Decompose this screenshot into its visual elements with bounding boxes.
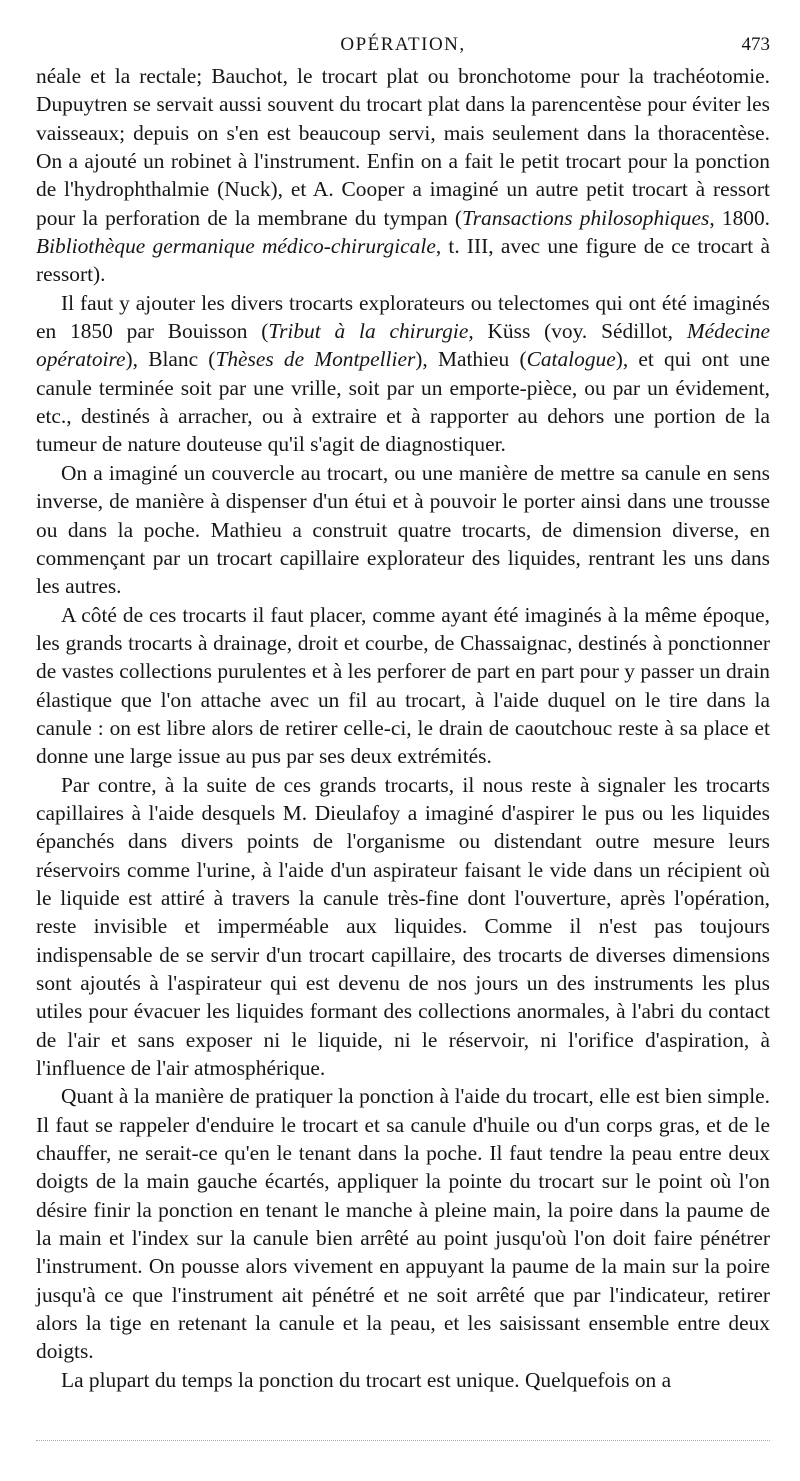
page-header — [36, 34, 770, 58]
italic-citation: Médecine opératoire — [36, 319, 770, 372]
text-run: ), Blanc ( — [125, 347, 216, 372]
paragraph — [36, 289, 770, 459]
italic-citation: Thèses de Montpellier — [215, 347, 416, 372]
text-run: On a imaginé un couvercle au trocart, ou une manière de mettre sa canule en sens inverse, de manière à dispenser d'un étui et à pouvoir le porter ainsi dans une trousse ou dans la poche. Mathieu a construit quatre trocarts, de dimension diverse, en commençant par un trocart capillaire explorateur des liquides, rentrant les uns dans les autres. — [36, 460, 770, 599]
text-run: Quant à la manière de pratiquer la ponction à l'aide du trocart, elle est bien simple. Il faut se rappeler d'enduire le trocart et sa canule d'huile ou d'un corps gras, et de le chauffer, ne serait-ce qu'en le tenant dans la poche. Il faut tendre la peau entre deux doigts de la main gauche écartés, appliquer la pointe du trocart sur le point où l'on désire finir la ponction en tenant le manche à pleine main, la poire dans la paume de la main et l'index sur la canule bien arrêté au point jusqu'où l'on doit faire pénétrer l'instrument. On pousse alors vivement en appuyant la paume de la main sur la poire jusqu'à ce que l'instrument ait pénétré et ne soit arrêté que par l'indicateur, retirer alors la tige en retenant la canule et la peau, et les saisissant ensemble entre deux doigts. — [36, 1084, 770, 1364]
text-run: ), Mathieu ( — [415, 347, 527, 372]
text-run: , 1800. — [709, 205, 771, 230]
text-run: Il faut y ajouter les divers trocarts explorateurs ou telectomes qui ont été imaginés en 1850 par Bouisson ( — [36, 290, 770, 344]
italic-citation: Tribut à la chirurgie — [268, 319, 469, 344]
italic-citation: Catalogue — [526, 347, 616, 372]
paragraph — [36, 771, 770, 1083]
paragraph — [36, 62, 770, 289]
text-run: ), et qui ont une canule terminée soit par une vrille, soit par un emporte-pièce, ou par un évidement, etc., destinés à arracher, ou à extraire et à rapporter au dehors une portion de la tumeur de nature douteuse qu'il s'agit de diagnostiquer. — [36, 347, 771, 457]
running-title: OPÉRATION, — [340, 34, 466, 55]
italic-citation: Transactions philosophiques — [462, 205, 710, 230]
paragraph — [36, 1366, 770, 1394]
paragraph — [36, 1082, 770, 1365]
text-run: Par contre, à la suite de ces grands trocarts, il nous reste à signaler les trocarts capillaires à l'aide desquels M. Dieulafoy a imaginé d'aspirer le pus ou les liquides épanchés dans divers points de l'organisme ou distendant outre mesure leurs réservoirs comme l'urine, à l'aide d'un aspirateur faisant le vide dans un récipient où le liquide est attiré à travers la canule très-fine dont l'ouverture, après l'opération, reste invisible et imperméable aux liquides. Comme il n'est pas toujours indispensable de se servir d'un trocart capillaire, des trocarts de diverses dimensions sont ajoutés à l'aspirateur qui est devenu de nos jours un des instruments les plus utiles pour évacuer les liquides formant des collections anormales, à l'abri du contact de l'air et sans exposer ni le liquide, ni le réservoir, ni l'orifice d'aspiration, à l'influence de l'air atmosphérique. — [36, 772, 770, 1081]
footer-rule — [36, 1440, 770, 1441]
text-run: néale et la rectale; Bauchot, le trocart plat ou bronchotome pour la trachéotomie. Dupuytren se servait aussi souvent du trocart plat dans la parencentèse pour éviter les vaisseaux; depuis on s'en est beaucoup servi, mais seulement dans la thoracentèse. On a ajouté un robinet à l'instrument. Enfin on a fait le petit trocart pour la ponction de l'hydrophthalmie (Nuck), et A. Cooper a imaginé un autre petit trocart à ressort pour la perforation de la membrane du tympan ( — [36, 64, 770, 230]
page-number: 473 — [741, 34, 770, 55]
text-run: La plupart du temps la ponction du trocart est unique. Quelquefois on a — [61, 1367, 672, 1392]
body-text — [36, 62, 770, 1394]
italic-citation: Bibliothèque germanique médico-chirurgicale — [36, 234, 436, 259]
paragraph — [36, 601, 770, 771]
text-run: A côté de ces trocarts il faut placer, comme ayant été imaginés à la même époque, les grands trocarts à drainage, droit et courbe, de Chassaignac, destinés à ponctionner de vastes collections purulentes et à les perforer de part en part pour y passer un drain élastique que l'on attache avec un fil au trocart, à l'aide duquel on le tire dans la canule : on est libre alors de retirer celle-ci, le drain de caoutchouc reste à sa place et donne une large issue au pus par ses deux extrémités. — [36, 602, 770, 769]
text-run: , Küss (voy. Sédillot, — [468, 319, 687, 344]
paragraph — [36, 459, 770, 601]
text-run: , t. III, avec une figure de ce trocart à ressort). — [36, 234, 770, 287]
